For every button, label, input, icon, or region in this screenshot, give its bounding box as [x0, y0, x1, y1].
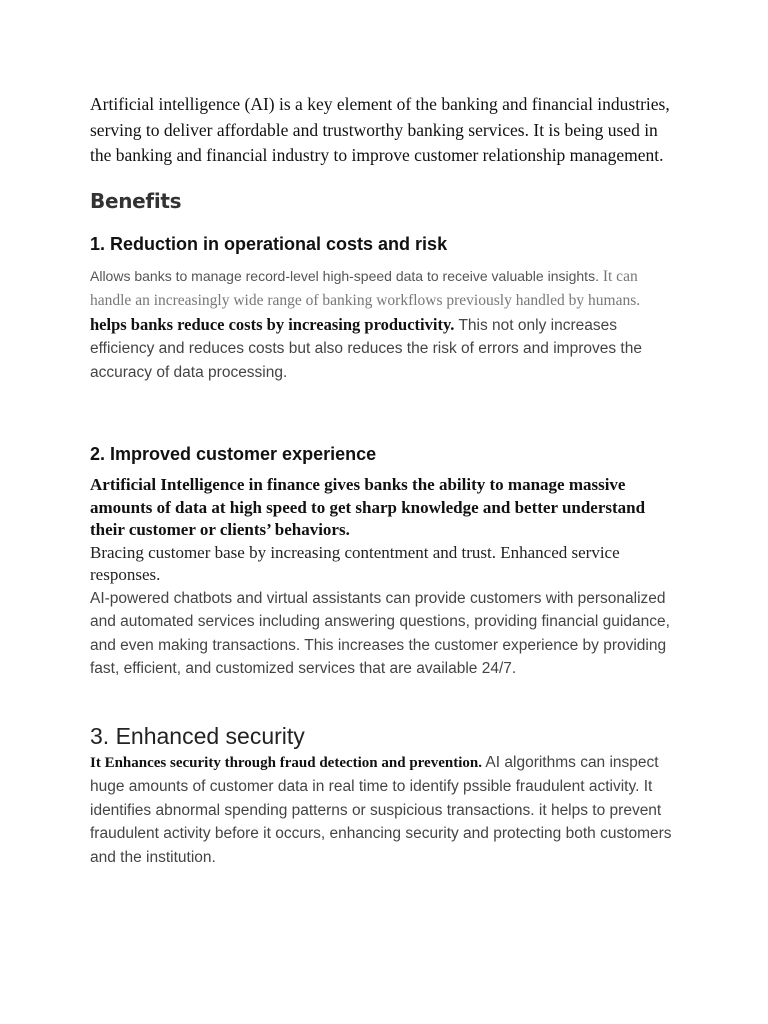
benefits-heading: Benefits [90, 188, 182, 213]
section2-serif-paragraph: Bracing customer base by increasing contentment and trust. Enhanced service responses. [90, 542, 620, 584]
section1-text-part1: Allows banks to manage record-level high-speed data to receive valuable insights. [90, 267, 599, 284]
section2-bold-paragraph: Artificial Intelligence in finance gives banks the ability to manage massive amounts of data at high speed to get sharp knowledge and better understand their customer or clients’ behaviors. [90, 475, 646, 539]
section1-text-part2: It can handle an increasingly wide range of banking workflows previously handled by humans. [90, 267, 641, 309]
section1-paragraph [90, 265, 680, 385]
section1-text-part3: helps banks reduce costs by increasing productivity. [90, 314, 455, 334]
section2-body-paragraph: AI-powered chatbots and virtual assistants can provide customers with personalized and automated services including answering questions, providing financial guidance, and even making transactions. This increases the customer experience by providing fast, efficient, and customized services that are available 24/7. [90, 589, 670, 677]
section3-bold-lead: It Enhances security through fraud detection and prevention. [90, 754, 482, 771]
section2-heading: 2. Improved customer experience [90, 444, 377, 464]
section3-paragraph [90, 751, 680, 870]
intro-paragraph: Artificial intelligence (AI) is a key element of the banking and financial industries, serving to deliver affordable and trustworthy banking services. It is being used in the banking and financial industry to improve customer relationship management. [90, 94, 670, 165]
section3-heading: 3. Enhanced security [90, 722, 305, 749]
section1-text-part4: This not only increases efficiency and reduces costs but also reduces the risk of errors and improves the accuracy of data processing. [90, 316, 642, 381]
document-page [90, 92, 680, 869]
section1-heading: 1. Reduction in operational costs and risk [90, 233, 448, 254]
section3-body-text: AI algorithms can inspect huge amounts of customer data in real time to identify pssible fraudulent activity. It identifies abnormal spending patterns or suspicious transactions. it helps to prevent fraudulent activity before it occurs, enhancing security and protecting both customers and the institution. [90, 753, 672, 866]
